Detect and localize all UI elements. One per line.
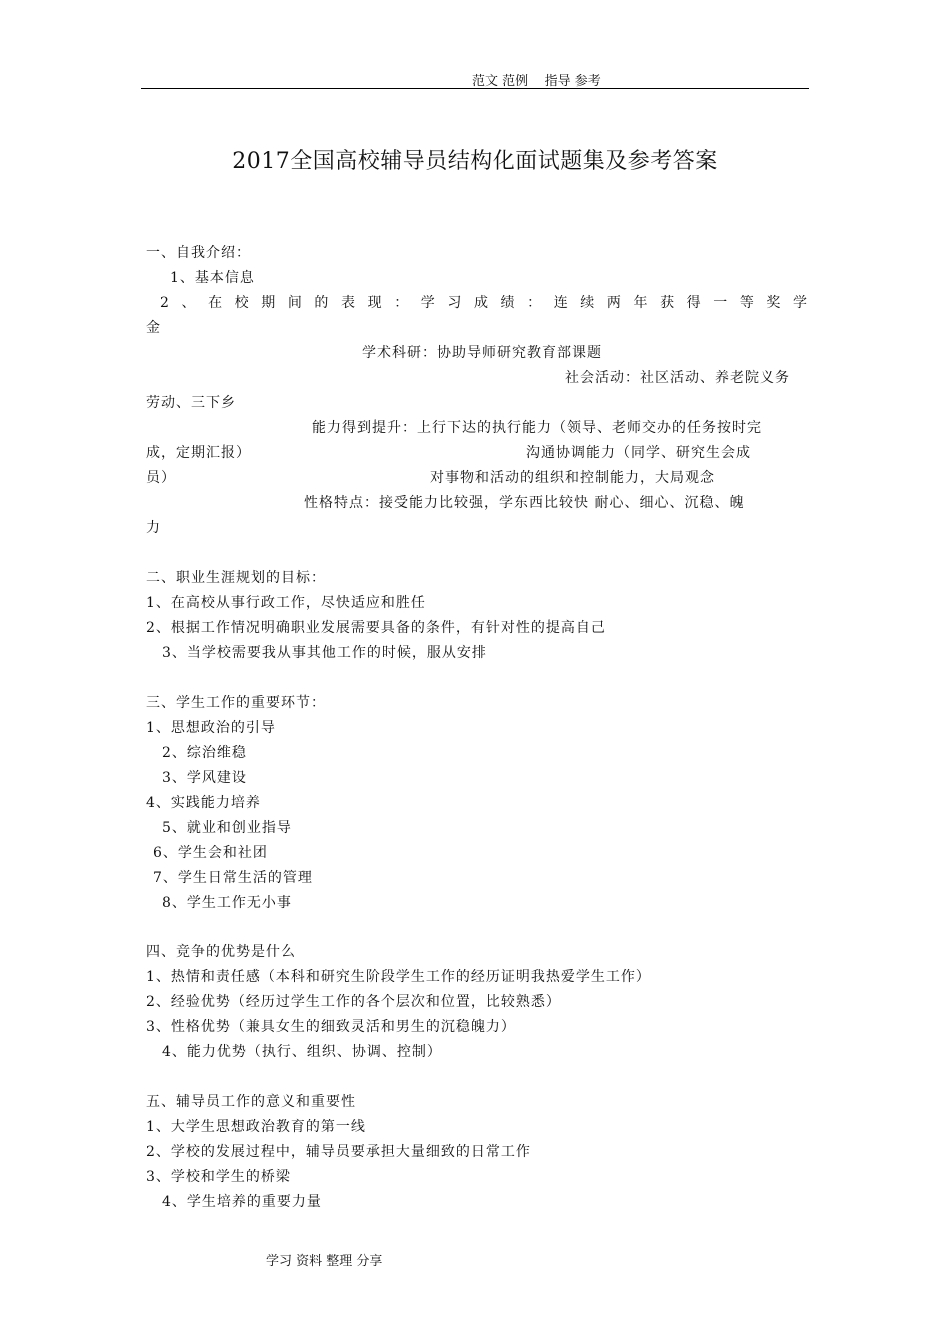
paragraph-line: 员） <box>146 470 176 486</box>
list-item: 2、学校的发展过程中，辅导员要承担大量细致的日常工作 <box>146 1144 531 1160</box>
section-heading: 三、学生工作的重要环节： <box>146 695 326 711</box>
list-item: 8、学生工作无小事 <box>162 895 292 911</box>
list-item: 4、能力优势（执行、组织、协调、控制） <box>162 1044 442 1060</box>
paragraph-line: 学术科研：协助导师研究教育部课题 <box>362 345 602 361</box>
list-item: 4、学生培养的重要力量 <box>162 1194 322 1210</box>
list-item: 2、经验优势（经历过学生工作的各个层次和位置，比较熟悉） <box>146 994 561 1010</box>
paragraph-line: 金 <box>146 320 161 336</box>
list-item: 3、性格优势（兼具女生的细致灵活和男生的沉稳魄力） <box>146 1019 516 1035</box>
page-footer: 学习 资料 整理 分享 <box>266 1254 383 1269</box>
paragraph-line: 沟通协调能力（同学、研究生会成 <box>526 445 751 461</box>
list-item: 4、实践能力培养 <box>146 795 261 811</box>
paragraph-line: 成，定期汇报） <box>146 445 251 461</box>
paragraph-line: 社会活动：社区活动、养老院义务 <box>565 370 790 386</box>
list-item: 7、学生日常生活的管理 <box>153 870 313 886</box>
section-heading: 二、职业生涯规划的目标： <box>146 570 326 586</box>
document-title: 2017全国高校辅导员结构化面试题集及参考答案 <box>232 149 718 174</box>
paragraph-line: 对事物和活动的组织和控制能力，大局观念 <box>430 470 715 486</box>
list-item: 5、就业和创业指导 <box>162 820 292 836</box>
paragraph-line: 2、在校期间的表现：学习成绩：连续两年获得一等奖学 <box>160 295 808 311</box>
paragraph-line: 劳动、三下乡 <box>146 395 236 411</box>
list-item: 6、学生会和社团 <box>153 845 268 861</box>
section-heading: 五、辅导员工作的意义和重要性 <box>146 1094 356 1110</box>
list-item: 1、热情和责任感（本科和研究生阶段学生工作的经历证明我热爱学生工作） <box>146 969 651 985</box>
list-item: 2、根据工作情况明确职业发展需要具备的条件，有针对性的提高自己 <box>146 620 606 636</box>
paragraph-line: 性格特点：接受能力比较强，学东西比较快 耐心、细心、沉稳、魄 <box>304 495 745 511</box>
list-item: 1、思想政治的引导 <box>146 720 276 736</box>
list-item: 3、学风建设 <box>162 770 247 786</box>
header-divider <box>141 88 809 89</box>
list-item: 3、当学校需要我从事其他工作的时候，服从安排 <box>162 645 487 661</box>
paragraph-line: 1、基本信息 <box>170 270 255 286</box>
list-item: 3、学校和学生的桥梁 <box>146 1169 291 1185</box>
list-item: 2、综治维稳 <box>162 745 247 761</box>
header-text: 范文 范例 指导 参考 <box>472 74 601 89</box>
list-item: 1、大学生思想政治教育的第一线 <box>146 1119 366 1135</box>
paragraph-line: 能力得到提升：上行下达的执行能力（领导、老师交办的任务按时完 <box>312 420 762 436</box>
list-item: 1、在高校从事行政工作，尽快适应和胜任 <box>146 595 426 611</box>
section-heading: 一、自我介绍： <box>146 245 251 261</box>
paragraph-line: 力 <box>146 520 161 536</box>
section-heading: 四、竞争的优势是什么 <box>146 944 296 960</box>
